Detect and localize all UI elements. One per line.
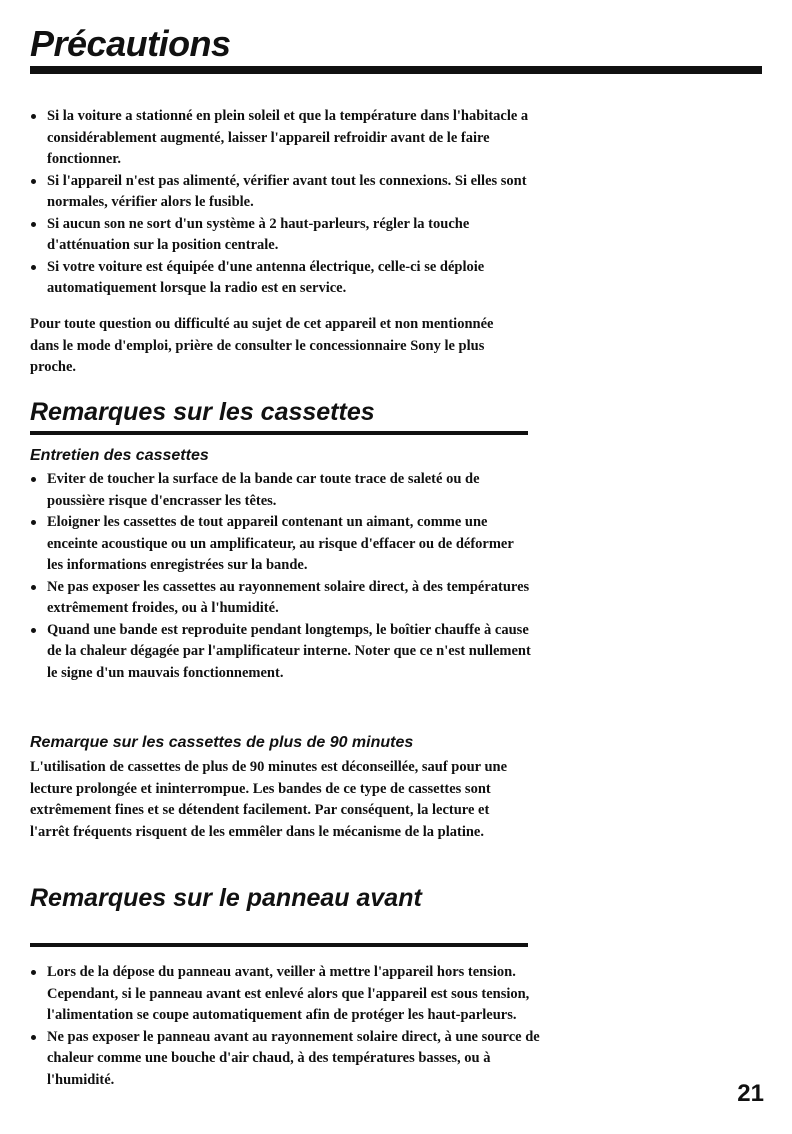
bullet-icon [31, 970, 36, 975]
list-item-text: Ne pas exposer les cassettes au rayonnement solaire direct, à des températures extrêmement froides, ou à l'humidité. [47, 578, 530, 616]
bullet-icon [31, 585, 36, 590]
list-item [30, 577, 532, 620]
section-title-cassettes: Remarques sur les cassettes [30, 398, 375, 426]
bullet-icon [31, 520, 36, 525]
dealer-note: Pour toute question ou difficulté au sujet de cet appareil et non mentionnée dans le mode d'emploi, prière de consulter le concessionnaire Sony le plus proche. [30, 316, 494, 375]
long-cassettes-text: L'utilisation de cassettes de plus de 90 minutes est déconseillée, sauf pour une lecture prolongée et ininterrompue. Les bandes de ce type de cassettes sont extrêmement fines et se détendent facilement. Par conséquent, la lecture et l'arrêt fréquents risquent de les emmêler dans le mécanisme de la platine. [30, 759, 508, 840]
list-item [30, 512, 532, 577]
section-rule [30, 943, 528, 947]
list-item [30, 620, 532, 685]
list-item-text: Eviter de toucher la surface de la bande car toute trace de saleté ou de poussière risque d'encrasser les têtes. [47, 471, 480, 509]
list-item [30, 106, 530, 171]
subsection-title-care: Entretien des cassettes [30, 447, 209, 464]
title-rule [30, 66, 762, 74]
page-number: 21 [737, 1080, 764, 1107]
bullet-icon [31, 1035, 36, 1040]
precautions-list [30, 106, 530, 300]
cassette-care-list [30, 469, 532, 684]
bullet-icon [31, 179, 36, 184]
list-item-text: Si la voiture a stationné en plein soleil et que la température dans l'habitacle a considérablement augmenté, laisser l'appareil refroidir avant de le faire fonctionner. [47, 108, 529, 167]
list-item-text: Si l'appareil n'est pas alimenté, vérifier avant tout les connexions. Si elles sont normales, vérifier alors le fusible. [47, 172, 527, 210]
front-panel-list [30, 962, 540, 1091]
list-item [30, 962, 540, 1027]
bullet-icon [31, 265, 36, 270]
list-item-text: Si aucun son ne sort d'un système à 2 haut-parleurs, régler la touche d'atténuation sur la position centrale. [47, 215, 470, 253]
bullet-icon [31, 628, 36, 633]
list-item [30, 257, 530, 300]
list-item-text: Lors de la dépose du panneau avant, veiller à mettre l'appareil hors tension. Cependant, si le panneau avant est enlevé alors que l'appareil est sous tension, l'alimentation se coupe automatiquement afin de protéger les haut-parleurs. [47, 964, 530, 1023]
list-item [30, 171, 530, 214]
section-title-front-panel: Remarques sur le panneau avant [30, 884, 422, 912]
list-item-text: Si votre voiture est équipée d'une antenna électrique, celle-ci se déploie automatiquement lorsque la radio est en service. [47, 258, 485, 296]
bullet-icon [31, 222, 36, 227]
bullet-icon [31, 114, 36, 119]
list-item-text: Quand une bande est reproduite pendant longtemps, le boîtier chauffe à cause de la chaleur dégagée par l'amplificateur interne. Noter que ce n'est nullement le signe d'un mauvais fonctionnement. [47, 621, 531, 681]
page-title: Précautions [30, 23, 231, 64]
list-item-text: Eloigner les cassettes de tout appareil contenant un aimant, comme une enceinte acoustique ou un amplificateur, au risque d'effacer ou de déformer les informations enregistrées sur la bande. [47, 514, 514, 573]
list-item-text: Ne pas exposer le panneau avant au rayonnement solaire direct, à une source de chaleur comme une bouche d'air chaud, à des températures basses, ou à l'humidité. [47, 1028, 540, 1088]
list-item [30, 469, 532, 512]
bullet-icon [31, 477, 36, 482]
subsection-title-long-cassettes: Remarque sur les cassettes de plus de 90 minutes [30, 734, 414, 751]
list-item [30, 1027, 540, 1092]
list-item [30, 214, 530, 257]
section-rule [30, 431, 528, 435]
